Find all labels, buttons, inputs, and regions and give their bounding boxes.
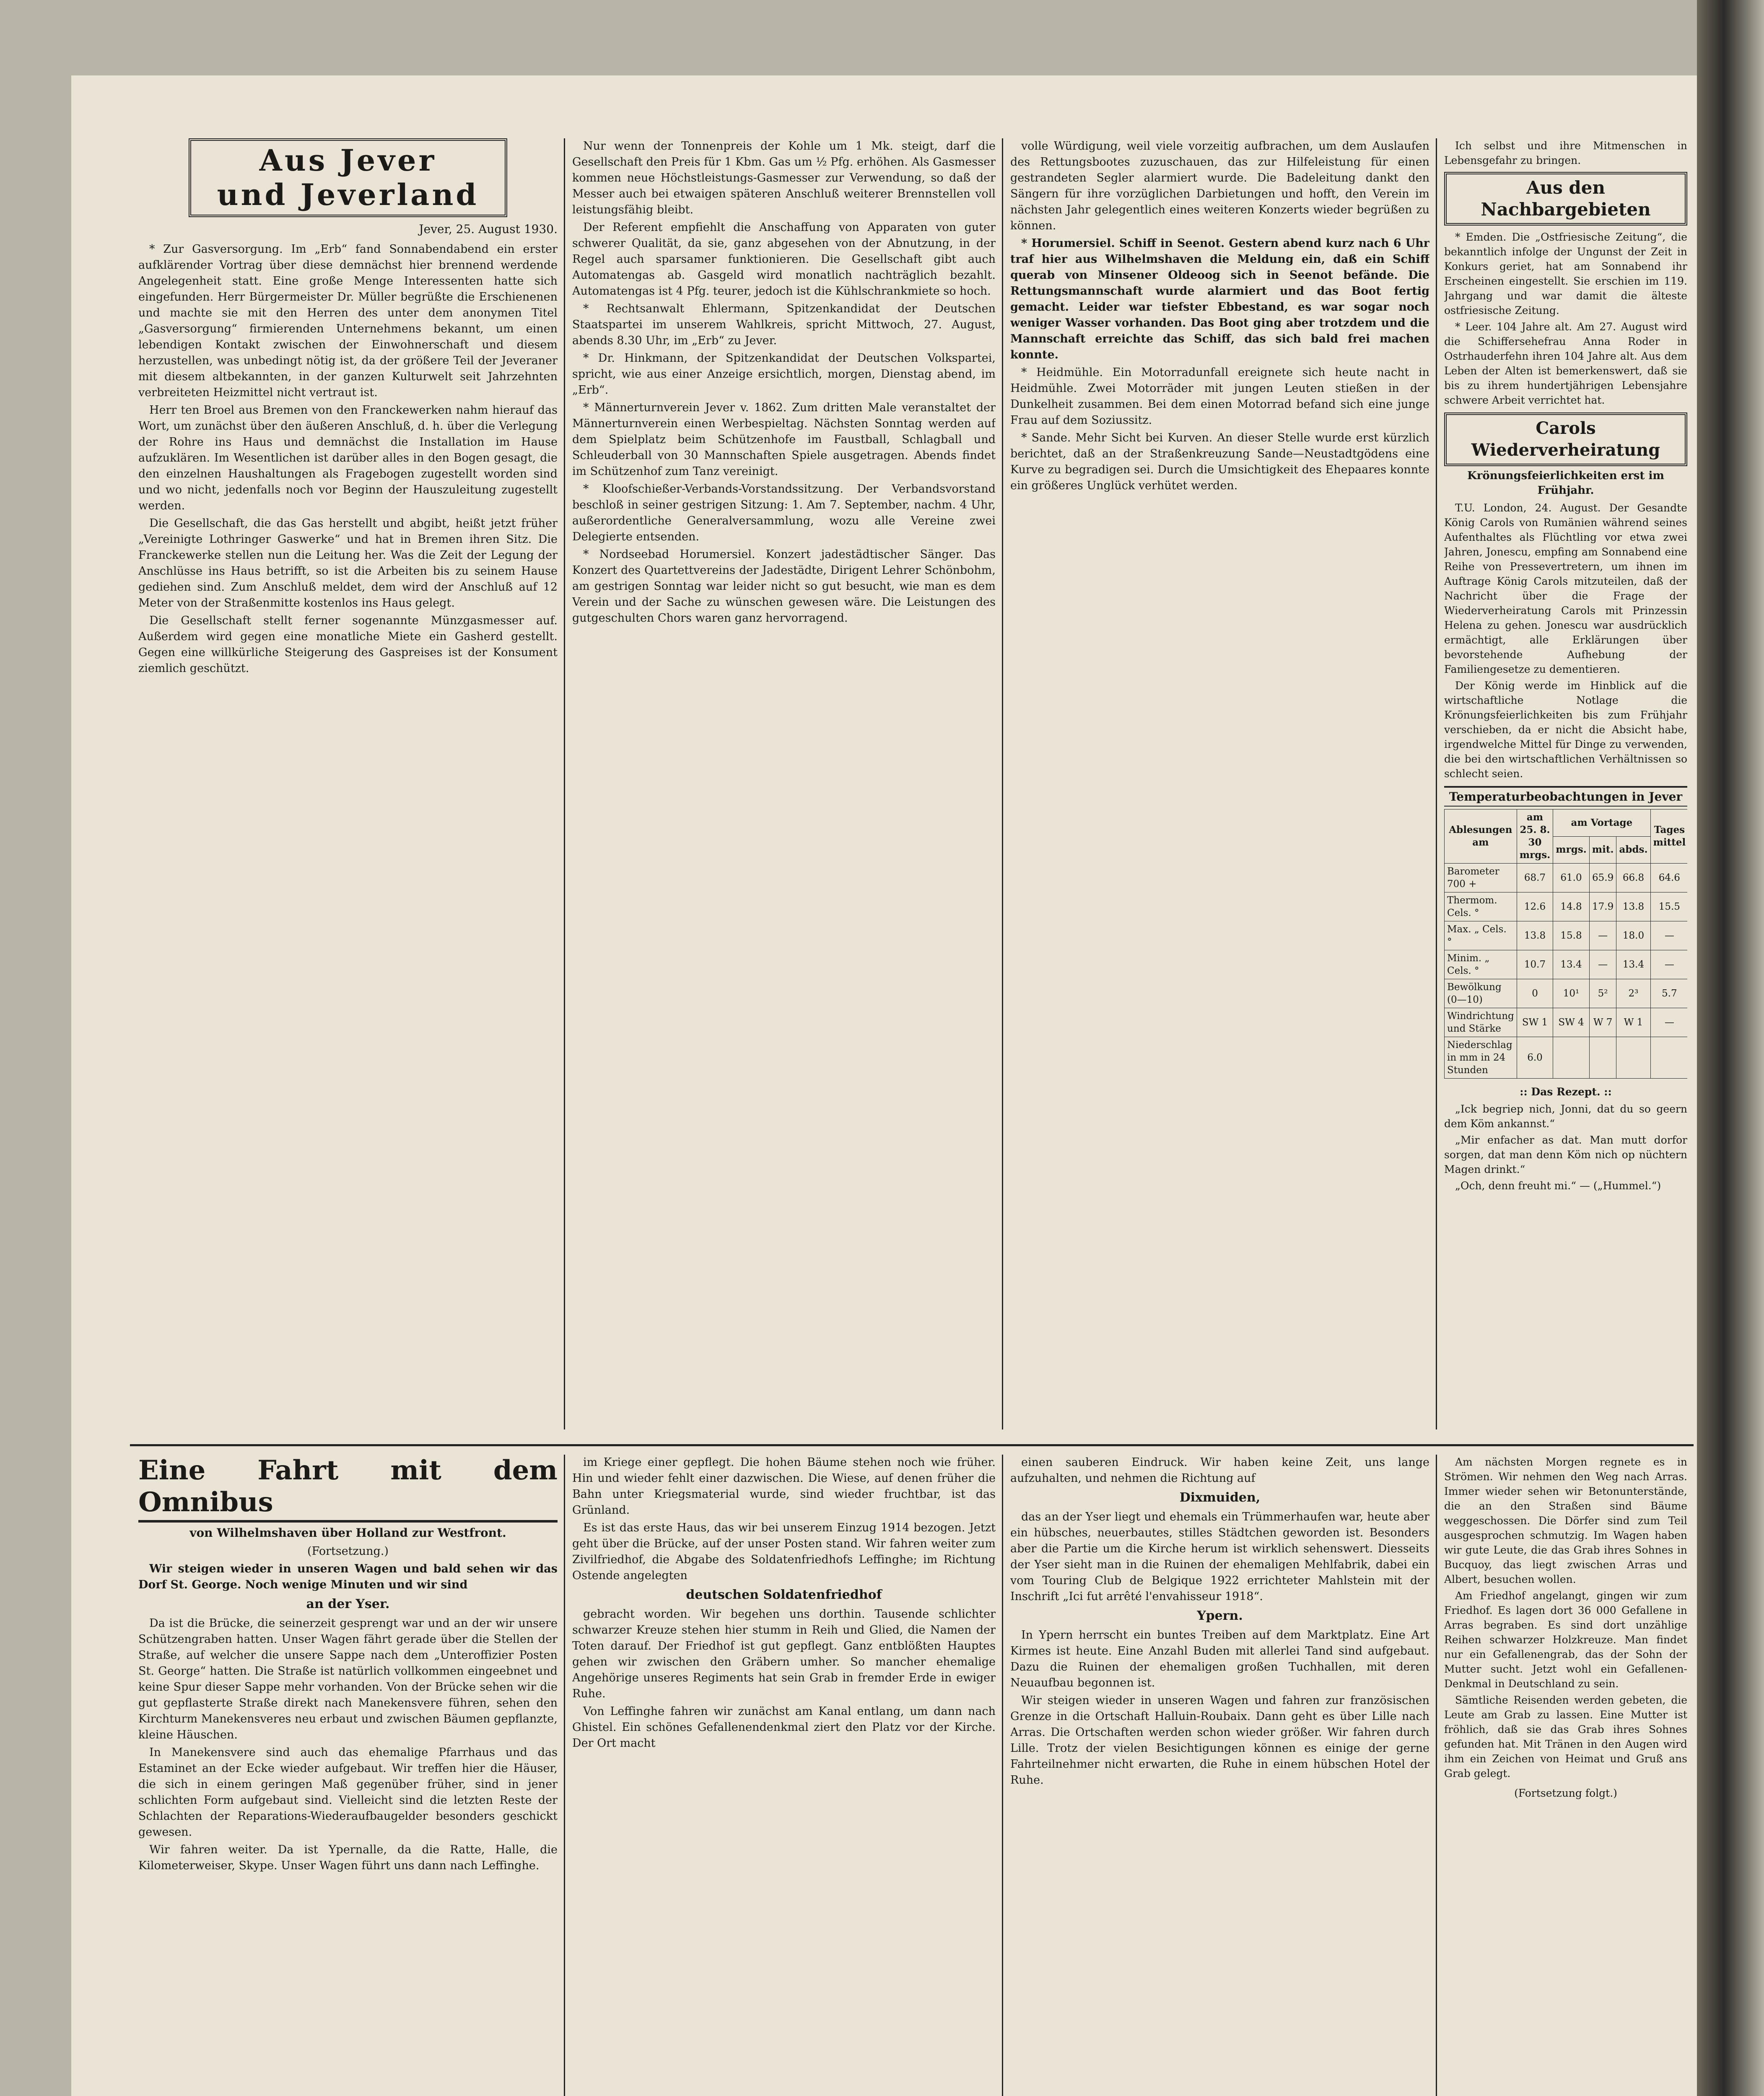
temp-row [1445, 1037, 1688, 1079]
temp-row [1445, 921, 1688, 950]
temp-cell: 66.8 [1616, 864, 1650, 892]
omnibus-continued: (Fortsetzung.) [307, 1545, 389, 1558]
article-paragraph: Herr ten Broel aus Bremen von den Franckewerken nahm hierauf das Wort, um zunächst über den äußeren Anschluß, d. h. über die Verlegung der Rohre ins Haus und demnächst die Installation im Hause aufzuklären. Im Wesentlichen ist darüber alles in den Bogen gesagt, die den einzelnen Haushaltungen als Fragebogen zugestellt worden sind und wo nicht, jedenfalls noch vor Beginn der Hauszuleitung zugestellt werden. [138, 404, 558, 512]
temp-cell: 15.8 [1553, 921, 1590, 950]
article-paragraph: * Dr. Hinkmann, der Spitzenkandidat der Deutschen Volkspartei, spricht, wie aus einer Anzeige ersichtlich, morgen, Dienstag abend, im „Erb“. [572, 352, 996, 397]
temperature-table [1444, 809, 1687, 1079]
article-paragraph: * Männerturnverein Jever v. 1862. Zum dritten Male veranstaltet der Männerturnverein einen Werbespieltag. Nächsten Sonntag werden auf dem Spielplatz beim Schützenhofe im Faustball, Schlagball und Schleuderball von 30 Mannschaften Spiele ausgetragen. Abends findet im Schützenhof zum Tanz vereinigt. [572, 401, 996, 478]
article-paragraph: * Heidmühle. Ein Motorradunfall ereignete sich heute nacht in Heidmühle. Zwei Motorräder mit jungen Leuten stießen in der Dunkelheit zusammen. Bei dem einen Motorrad befand sich eine junge Frau auf dem Soziussitz. [1010, 366, 1429, 427]
temp-head-date: am 25. 8. 30 mrgs. [1517, 809, 1553, 864]
omnibus-heading-yser: an der Yser. [306, 1597, 390, 1611]
temp-cell [1589, 1037, 1616, 1079]
temp-row [1445, 892, 1688, 921]
omnibus-column-1 [138, 1455, 558, 2096]
article-paragraph: * Sande. Mehr Sicht bei Kurven. An dieser Stelle wurde erst kürzlich berichtet, daß an der Straßenkreuzung Sande—Neustadtgödens eine Kurve zu begradigen sei. Durch die Umsichtigkeit des Ehepaares konnte ein größeres Unglück verhütet werden. [1010, 431, 1429, 492]
article-paragraph: * Emden. Die „Ostfriesische Zeitung“, die bekanntlich infolge der Ungunst der Zeit in Konkurs geriet, hat am Sonnabend ihr Erscheinen eingestellt. Sie erschien im 119. Jahrgang und war damit die älteste ostfriesische Zeitung. [1444, 231, 1687, 316]
article-paragraph: Sämtliche Reisenden werden gebeten, die Leute am Grab zu lassen. Eine Mutter ist fröhlich, daß sie das Grab ihres Sohnes gefunden hat. Mit Tränen in den Augen wird ihm ein Zeichen von Heimat und Gruß ans Grab gelegt. [1444, 1694, 1687, 1780]
omnibus-subtitle: von Wilhelmshaven über Holland zur Westfront. [189, 1526, 506, 1540]
article-paragraph: volle Würdigung, weil viele vorzeitig aufbrachen, um dem Auslaufen des Rettungsbootes zuzuschauen, das zur Hilfeleistung für einen gestrandeten Segler alarmiert wurde. Die Badeleitung dankt den Sängern für ihre vorzüglichen Darbietungen und hofft, den Verein im nächsten Jahr gelegentlich eines weiteren Konzerts wieder begrüßen zu können. [1010, 140, 1429, 232]
article-paragraph: Der Referent empfiehlt die Anschaffung von Apparaten von guter schwerer Qualität, da sie, ganz abgesehen von der Abnutzung, in der Regel auch sparsamer funktionieren. Die Gesellschaft gibt auch Automatengas ab. Gasgeld wird monatlich nachträglich bezahlt. Automatengas ist 4 Pfg. teurer, jedoch ist die Kühlschrankmiete so hoch. [572, 221, 996, 298]
temp-cell: 13.4 [1616, 950, 1650, 979]
article-paragraph: * Kloofschießer-Verbands-Vorstandssitzung. Der Verbandsvorstand beschloß in seiner gestrigen Sitzung: 1. Am 7. September, nachm. 4 Uhr, außerordentliche Generalversammlung, wozu alle Vereine zwei Delegierte entsenden. [572, 482, 996, 543]
article-paragraph: Ich selbst und ihre Mitmenschen in Lebensgefahr zu bringen. [1444, 140, 1687, 166]
temp-cell: 65.9 [1589, 864, 1616, 892]
temp-cell: 12.6 [1517, 892, 1553, 921]
article-paragraph: „Ick begriep nich, Jonni, dat du so geern dem Köm ankannst.“ [1444, 1103, 1687, 1130]
article-paragraph: Nur wenn der Tonnenpreis der Kohle um 1 Mk. steigt, darf die Gesellschaft den Preis für 1 Kbm. Gas um ½ Pfg. erhöhen. Als Gasmesser kommen neue Höchstleistungs-Gasmesser zur Verwendung, so daß der Messer auch bei etwaigen späteren Anschluß weiterer Brennstellen voll leistungsfähig bleibt. [572, 140, 996, 216]
carol-subtitle: Krönungsfeierlichkeiten erst im Frühjahr. [1467, 470, 1664, 497]
temp-row [1445, 864, 1688, 892]
column-rule [564, 138, 565, 1429]
temp-cell: 13.4 [1553, 950, 1590, 979]
column-rule [564, 1455, 565, 2096]
temp-cell: — [1589, 921, 1616, 950]
temp-row [1445, 1008, 1688, 1037]
article-paragraph: Wir fahren weiter. Da ist Ypernalle, da die Ratte, Halle, die Kilometerweiser, Skype. Unser Wagen führt uns dann nach Leffinghe. [138, 1843, 558, 1872]
column-3 [1010, 138, 1429, 1438]
omnibus-title: Eine Fahrt mit dem Omnibus [138, 1455, 558, 1523]
temp-row [1445, 979, 1688, 1008]
column-rule [1002, 138, 1003, 1429]
rezept-title: :: Das Rezept. :: [1520, 1086, 1612, 1098]
section-title-box [189, 138, 507, 217]
section-title-line2: und Jeverland [217, 177, 479, 212]
article-paragraph: * Horumersiel. Schiff in Seenot. Gestern abend kurz nach 6 Uhr traf hier aus Wilhelmshaven die Meldung ein, daß ein Schiff querab von Minsener Oldeoog sich in Seenot befände. Die Rettungsmannschaft wurde alarmiert und das Boot fertig gemacht. Leider war tiefster Ebbestand, es war sogar noch weniger Wasser vorhanden. Das Boot ging aber trotzdem und die Mannschaft erreichte das Schiff, das sich bald frei machen konnte. [1010, 237, 1429, 361]
section-divider [130, 1444, 1694, 1446]
temp-cell: SW 4 [1553, 1008, 1590, 1037]
omnibus-column-3 [1010, 1455, 1429, 2096]
omnibus-column-2 [572, 1455, 996, 2096]
temp-cell: W 7 [1589, 1008, 1616, 1037]
temp-cell: 10.7 [1517, 950, 1553, 979]
temp-row-label: Max. „ Cels. ° [1445, 921, 1517, 950]
article-paragraph: Der König werde im Hinblick auf die wirtschaftliche Notlage die Krönungsfeierlichkeiten bis zum Frühjahr verschieben, da er nicht die Absicht habe, irgendwelche Mittel für Dinge zu verwenden, die bei den wirtschaftlichen Verhältnissen so schlecht seien. [1444, 680, 1687, 780]
temp-cell: 64.6 [1650, 864, 1687, 892]
temp-cell: 2³ [1616, 979, 1650, 1008]
article-paragraph: Da ist die Brücke, die seinerzeit gesprengt war und an der wir unsere Schützengraben hatten. Unser Wagen fährt gerade über die Stellen der Straße, auf welcher die unsere Sappe nach dem „Unteroffizier Posten St. George“ hatten. Die Straße ist natürlich vollkommen eingeebnet und keine Spur dieser Sappe mehr vorhanden. Von der Brücke sehen wir die gut gepflasterte Straße direkt nach Manekensvere führen, sehen den Kirchturm Manekensveres neu erbaut und zwischen Bäumen gepflanzte, kleine Häuschen. [138, 1617, 558, 1741]
temp-cell [1650, 1037, 1687, 1079]
temp-cell: 13.8 [1616, 892, 1650, 921]
article-paragraph: einen sauberen Eindruck. Wir haben keine Zeit, uns lange aufzuhalten, und nehmen die Richtung auf [1010, 1456, 1429, 1485]
omnibus-continued-end: (Fortsetzung folgt.) [1514, 1787, 1617, 1799]
temp-head-col: mit. [1589, 836, 1616, 864]
article-paragraph: Von Leffinghe fahren wir zunächst am Kanal entlang, um dann nach Ghistel. Ein schönes Gefallenendenkmal ziert den Platz vor der Kirche. Der Ort macht [572, 1705, 996, 1750]
article-paragraph: In Manekensvere sind auch das ehemalige Pfarrhaus und das Estaminet an der Ecke wieder aufgebaut. Wir treffen hier die Häuser, die sich in einem geringen Maß gegenüber früher, sind in jener schlichten Form aufgebaut sind. Vielleicht sind die letzten Reste der Schlachten der Reparations-Wiederaufbaugelder besonders geschickt gewesen. [138, 1746, 558, 1839]
temp-cell: 5² [1589, 979, 1616, 1008]
article-paragraph: Am Friedhof angelangt, gingen wir zum Friedhof. Es lagen dort 36 000 Gefallene in Arras begraben. Es sind dort unzählige Reihen schwarzer Holzkreuze. Man findet nur ein Gefallenengrab, das der Sohn der Mutter sucht. Jetzt wohl ein Gefallenen-Denkmal in Deutschland zu sein. [1444, 1590, 1687, 1690]
nachbar-title: Aus den Nachbargebieten [1481, 177, 1651, 220]
temp-cell: 15.5 [1650, 892, 1687, 921]
article-paragraph: Am nächsten Morgen regnete es in Strömen. Wir nehmen den Weg nach Arras. Immer wieder sehen wir Betonunterstände, die an den Straßen sind Bäume weggeschossen. Die Dörfer sind zum Teil ausgesprochen schmutzig. Im Wagen haben wir gute Leute, die das Grab ihres Sohnes in Bucquoy, das liegt zwischen Arras und Albert, besuchen wollen. [1444, 1456, 1687, 1585]
nachbar-title-box [1444, 172, 1687, 226]
article-paragraph: * Nordseebad Horumersiel. Konzert jadestädtischer Sänger. Das Konzert des Quartettvereins der Jadestädte, Dirigent Lehrer Schönbohm, am gestrigen Sonntag war leider nicht so gut besucht, wie man es dem Verein und der Sache zu wünschen gewesen wäre. Die Leistungen des gutgeschulten Chors waren ganz hervorragend. [572, 548, 996, 625]
temp-cell: 10¹ [1553, 979, 1590, 1008]
temp-row-label: Windrichtung und Stärke [1445, 1008, 1517, 1037]
temp-cell: 6.0 [1517, 1037, 1553, 1079]
article-paragraph: „Mir enfacher as dat. Man mutt dorfor sorgen, dat man denn Köm nich op nüchtern Magen drinkt.“ [1444, 1134, 1687, 1175]
article-paragraph: Die Gesellschaft, die das Gas herstellt und abgibt, heißt jetzt früher „Vereinigte Lothringer Gaswerke“ und hat in Bremen ihren Sitz. Die Franckewerke stellen nun die Leitung her. Was die Zeit der Legung der Anschlüsse ins Haus betrifft, so ist die Arbeiten bis zu seinem Hause gediehen sind. Zum Anschluß meldet, dem wird der Anschluß auf 12 Meter von der Straßenmitte kostenlos ins Haus gelegt. [138, 517, 558, 610]
temp-cell: 17.9 [1589, 892, 1616, 921]
article-paragraph: * Rechtsanwalt Ehlermann, Spitzenkandidat der Deutschen Staatspartei im unserem Wahlkreis, spricht Mittwoch, 27. August, abends 8.30 Uhr, im „Erb“ zu Jever. [572, 302, 996, 347]
temp-row [1445, 950, 1688, 979]
article-paragraph: im Kriege einer gepflegt. Die hohen Bäume stehen noch wie früher. Hin und wieder fehlt einer dazwischen. Die Wiese, auf denen früher die Bahn unter Kriegsmaterial wurde, sind wieder fruchtbar, ist das Grünland. [572, 1456, 996, 1517]
article-paragraph: T.U. London, 24. August. Der Gesandte König Carols von Rumänien während seines Aufenthaltes als Flüchtling vor etwa zwei Jahren, Jonescu, empfing am Sonnabend eine Reihe von Pressevertretern, um ihnen im Auftrage König Carols mitzuteilen, daß der Nachricht über die Frage der Wiederverheiratung Carols mit Prinzessin Helena zu gehen. Jonescu war ausdrücklich ermächtigt, alle Erklärungen über bevorstehende Aufhebung der Familiengesetze zu dementieren. [1444, 502, 1687, 675]
section-title-line1: Aus Jever [259, 143, 437, 178]
omnibus-column-4 [1444, 1455, 1687, 2096]
temp-row-label: Barometer 700 + [1445, 864, 1517, 892]
article-paragraph: * Leer. 104 Jahre alt. Am 27. August wird die Schiffersehefrau Anna Roder in Ostrhauderfehn ihren 104 Jahre alt. Aus dem Leben der Alten ist bemerkenswert, daß sie bis zu ihrem hundertjährigen Lebensjahre schwere Arbeit verrichtet hat. [1444, 321, 1687, 406]
temp-cell [1616, 1037, 1650, 1079]
omnibus-heading-ypern: Ypern. [1197, 1608, 1243, 1623]
column-rule [1436, 1455, 1437, 2096]
temp-cell: — [1650, 950, 1687, 979]
temp-cell: — [1650, 1008, 1687, 1037]
carol-title-box [1444, 412, 1687, 466]
temp-cell: 18.0 [1616, 921, 1650, 950]
temp-cell: SW 1 [1517, 1008, 1553, 1037]
column-jever [138, 138, 558, 1438]
temp-cell: 5.7 [1650, 979, 1687, 1008]
temp-cell: 13.8 [1517, 921, 1553, 950]
article-paragraph: Wir steigen wieder in unseren Wagen und bald sehen wir das Dorf St. George. Noch wenige Minuten und wir sind [138, 1562, 558, 1591]
article-paragraph: gebracht worden. Wir begehen uns dorthin. Tausende schlichter schwarzer Kreuze stehen hier stumm in Reih und Glied, die Namen der Toten darauf. Der Friedhof ist gut gepflegt. Ganz entblößten Hauptes gehen wir zwischen den Gräbern umher. So mancher ehemalige Angehörige unseres Regiments hat sein Grab in fremder Erde in ewiger Ruhe. [572, 1608, 996, 1700]
article-paragraph: Die Gesellschaft stellt ferner sogenannte Münzgasmesser auf. Außerdem wird gegen eine monatliche Miete ein Gasherd gestellt. Gegen eine willkürliche Steigerung des Gaspreises ist der Konsument ziemlich geschützt. [138, 614, 558, 675]
column-2 [572, 138, 996, 1438]
article-paragraph: * Zur Gasversorgung. Im „Erb“ fand Sonnabendabend ein erster aufklärender Vortrag über diese demnächst hier brennend werdende Angelegenheit statt. Eine große Menge Interessenten hatte sich eingefunden. Herr Bürgermeister Dr. Müller begrüßte die Erschienenen und machte sie mit den Herren des unter dem anonymen Titel „Gasversorgung“ firmierenden Unternehmens bekannt, um einen lebendigen Kontakt zwischen der Einwohnerschaft und diesem herzustellen, was unbedingt nötig ist, da der größere Teil der Jeveraner mit diesem altbekannten, in der ganzen Kulturwelt seit Jahrzehnten verbreiteten Heizmittel nicht vertraut ist. [138, 243, 558, 399]
omnibus-heading-dixmuiden: Dixmuiden, [1179, 1490, 1261, 1505]
column-4-content [1444, 138, 1687, 1438]
temp-cell: 0 [1517, 979, 1553, 1008]
temp-cell: — [1589, 950, 1616, 979]
article-paragraph: „Och, denn freuht mi.“ — („Hummel.“) [1455, 1180, 1661, 1192]
temp-head-mean: Tages mittel [1650, 809, 1687, 864]
temperature-title: Temperaturbeobachtungen in Jever [1444, 786, 1687, 807]
temp-head-group: am Vortage [1553, 809, 1650, 837]
article-paragraph: das an der Yser liegt und ehemals ein Trümmerhaufen war, heute aber ein hübsches, neuerbautes, stilles Städtchen geworden ist. Besonders aber die Partie um die Kirche herum ist wirklich sehenswert. Diesseits der Yser sieht man in die Ruinen der ehemaligen Mehlfabrik, dabei ein vom Touring Club de Belgique 1922 errichteter Mahlstein mit der Inschrift „Ici fut arrêté l'envahisseur 1918“. [1010, 1510, 1429, 1603]
temp-cell: 61.0 [1553, 864, 1590, 892]
temp-row-label: Bewölkung (0—10) [1445, 979, 1517, 1008]
temp-head-col: abds. [1616, 836, 1650, 864]
article-paragraph: Wir steigen wieder in unseren Wagen und fahren zur französischen Grenze in die Ortschaft Halluin-Roubaix. Dann geht es über Lille nach Arras. Die Ortschaften werden schon wieder größer. Wir fahren durch Lille. Trotz der vielen Besichtigungen können es einige der gerne Fahrteilnehmer nicht erwarten, die Ruhe in einem hübschen Hotel der Ruhe. [1010, 1694, 1429, 1787]
article-paragraph: In Ypern herrscht ein buntes Treiben auf dem Marktplatz. Eine Art Kirmes ist heute. Eine Anzahl Buden mit allerlei Tand sind aufgebaut. Dazu die Ruinen der ehemaligen großen Tuchhallen, mit deren Neuaufbau begonnen ist. [1010, 1629, 1429, 1689]
carol-title: Carols Wiederverheiratung [1471, 418, 1660, 460]
temp-cell [1553, 1037, 1590, 1079]
temp-row-label: Thermom. Cels. ° [1445, 892, 1517, 921]
temp-cell: 68.7 [1517, 864, 1553, 892]
temp-row-label: Niederschlag in mm in 24 Stunden [1445, 1037, 1517, 1079]
column-rule [1002, 1455, 1003, 2096]
omnibus-heading-friedhof: deutschen Soldatenfriedhof [686, 1588, 882, 1602]
temp-cell: W 1 [1616, 1008, 1650, 1037]
article-paragraph: Es ist das erste Haus, das wir bei unserem Einzug 1914 bezogen. Jetzt geht über die Brücke, auf der unser Posten stand. Wir fahren weiter zum Zivilfriedhof, die Abgabe des Soldatenfriedhofs Leffinghe; im Richtung Ostende angelegten [572, 1521, 996, 1582]
book-binding-edge [1697, 0, 1764, 2096]
temp-head-label: Ablesungen am [1445, 809, 1517, 864]
dateline: Jever, 25. August 1930. [419, 222, 558, 236]
newspaper-page [71, 75, 1706, 2096]
temp-row-label: Minim. „ Cels. ° [1445, 950, 1517, 979]
temp-cell: — [1650, 921, 1687, 950]
temp-cell: 14.8 [1553, 892, 1590, 921]
temp-head-col: mrgs. [1553, 836, 1590, 864]
column-rule [1436, 138, 1437, 1429]
